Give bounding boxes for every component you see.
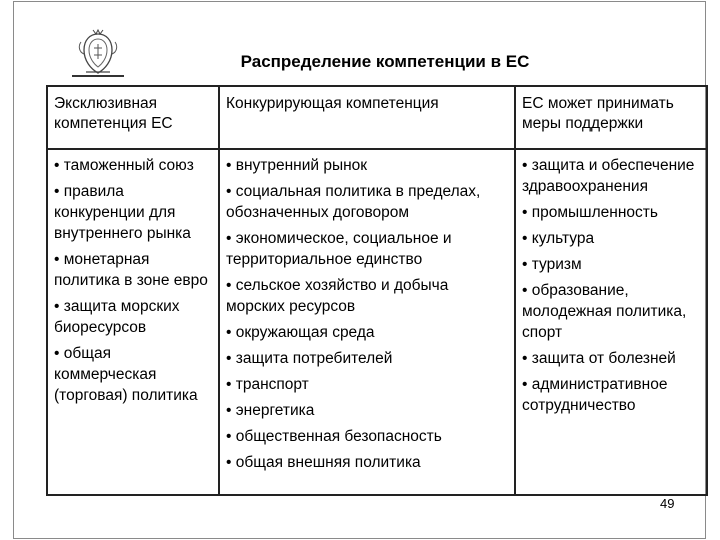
list-item: • административное сотрудничество bbox=[522, 376, 668, 414]
list-item: • энергетика bbox=[226, 402, 315, 419]
list-item: • защита и обеспечение здравоохранения bbox=[522, 157, 695, 195]
list-item: • правила конкуренции для внутреннего рынка bbox=[54, 183, 191, 242]
list-item: • окружающая среда bbox=[226, 324, 375, 341]
competence-table bbox=[46, 85, 708, 496]
list-item: • социальная политика в пределах, обозначенных договором bbox=[226, 183, 481, 221]
emblem-icon bbox=[72, 28, 124, 78]
header-exclusive: Эксклюзивная компетенция ЕС bbox=[47, 86, 219, 149]
list-item: • общая внешняя политика bbox=[226, 454, 421, 471]
list-item: • внутренний рынок bbox=[226, 157, 368, 174]
column-supporting bbox=[515, 149, 707, 495]
table-body-row bbox=[47, 149, 707, 495]
list-item: • защита от болезней bbox=[522, 350, 676, 367]
list-item: • культура bbox=[522, 230, 595, 247]
list-item: • таможенный союз bbox=[54, 157, 194, 174]
table-header-row bbox=[47, 86, 707, 149]
list-item: • туризм bbox=[522, 256, 582, 273]
list-item: • общая коммерческая (торговая) политика bbox=[54, 345, 198, 404]
list-item: • защита потребителей bbox=[226, 350, 393, 367]
page-title: Распределение компетенции в ЕС bbox=[240, 52, 530, 71]
list-item: • экономическое, социальное и территориальное единство bbox=[226, 230, 452, 268]
list-item: • промышленность bbox=[522, 204, 658, 221]
page-number: 49 bbox=[660, 496, 675, 511]
list-item: • транспорт bbox=[226, 376, 309, 393]
logo-underline bbox=[72, 75, 124, 77]
list-item: • образование, молодежная политика, спорт bbox=[522, 282, 687, 341]
column-exclusive bbox=[47, 149, 219, 495]
header-shared: Конкурирующая компетенция bbox=[219, 86, 515, 149]
header-supporting: ЕС может принимать меры поддержки bbox=[515, 86, 707, 149]
list-item: • сельское хозяйство и добыча морских ресурсов bbox=[226, 277, 449, 315]
list-item: • общественная безопасность bbox=[226, 428, 442, 445]
list-item: • монетарная политика в зоне евро bbox=[54, 251, 208, 289]
list-item: • защита морских биоресурсов bbox=[54, 298, 180, 336]
column-shared bbox=[219, 149, 515, 495]
